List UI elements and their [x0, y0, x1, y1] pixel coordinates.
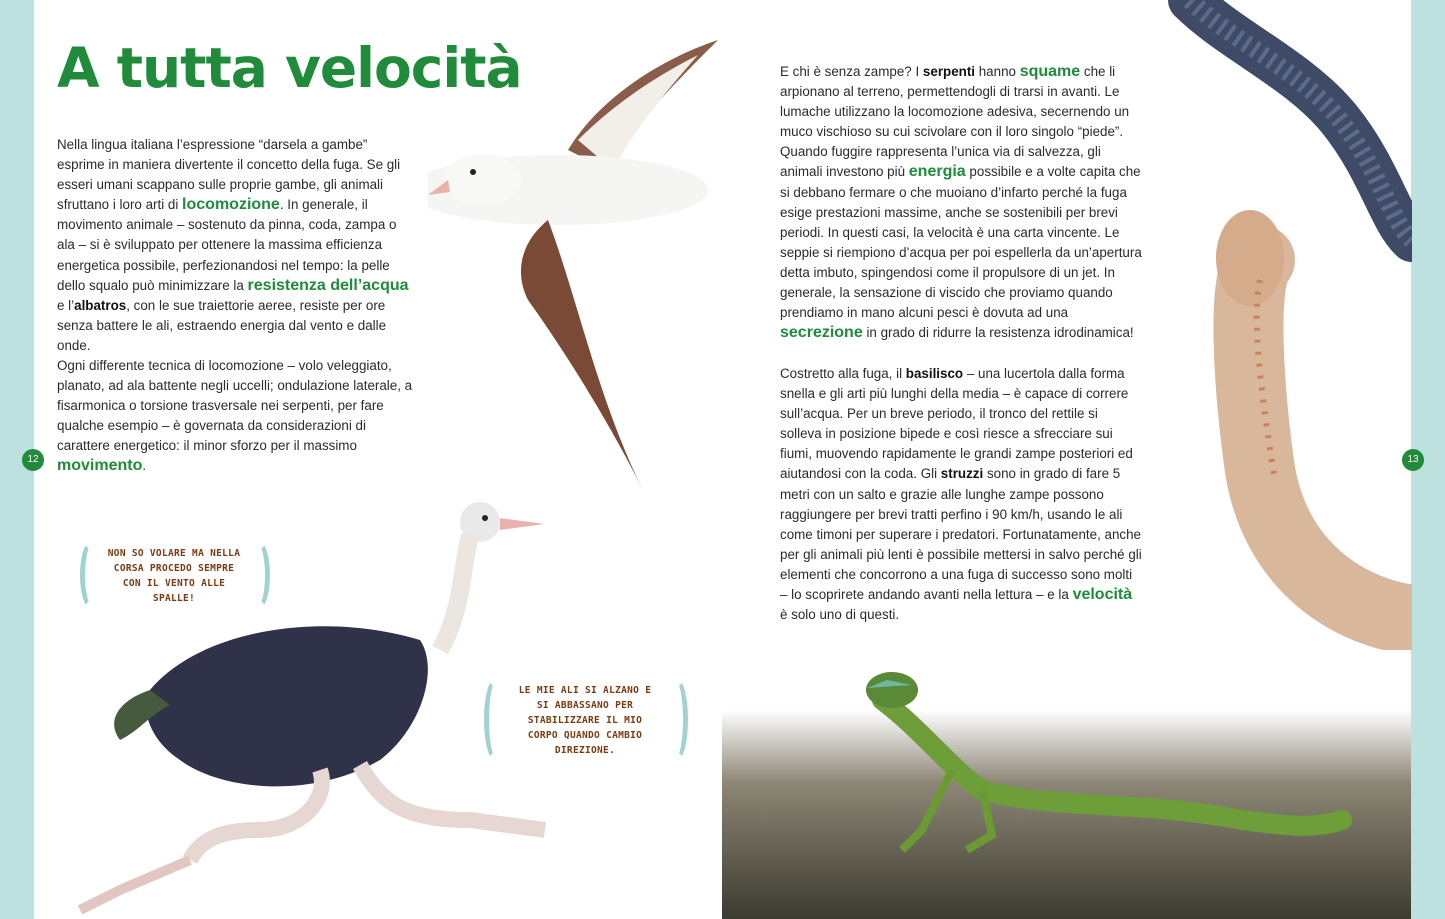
- page-number-right: 13: [1402, 449, 1424, 471]
- bubble-bracket-left: [484, 677, 508, 762]
- keyword-resistenza-acqua: resistenza dell’acqua: [247, 276, 409, 294]
- term-albatros: albatros: [74, 297, 127, 313]
- keyword-energia: energia: [908, 163, 966, 181]
- term-struzzi: struzzi: [940, 466, 984, 482]
- left-paragraph-1: Nella lingua italiana l’espressione “darsela a gambe” esprime in maniera divertente il concetto della fuga. Se gli esseri umani scappano sulle proprie gambe, gli animali sfruttano i loro arti di locomozione. In generale, il movimento animale – sostenuto da pinna, coda, zampa o ala – si è sviluppato per ottenere la massima efficienza energetica possibile, perfezionandosi nel tempo: la pelle dello squalo può minimizzare la resistenza dell’acqua e l’albatros, con le sue traiettorie aeree, resiste per ore senza battere le ali, estraendo energia dal vento e dalle onde.: [57, 137, 409, 353]
- right-paragraph-1: E chi è senza zampe? I serpenti hanno squame che li arpionano al terreno, permettendogli di trarsi in avanti. Le lumache utilizzano la locomozione adesiva, secernendo un muco vischioso su cui scivolare con il loro singolo “piede”. Quando fuggire rappresenta l’unica via di salvezza, gli animali investono più energia possibile e a volte capita che si debbano fermare o che muoiano d’infarto perché la fuga esige prestazioni massime, anche se sostenibili per brevi periodi. In questi casi, la velocità è una carta vincente. Le seppie si riempiono d’acqua per poi espellerla da un’apertura detta imbuto, spingendosi come il propulsore di un jet. In generale, la sensazione di viscido che proviamo quando prendiamo in mano alcuni pesci è dovuta ad una secrezione in grado di ridurre la resistenza idrodinamica!: [780, 63, 1142, 342]
- ostrich-wings-speech-bubble: LE MIE ALI SI ALZANO E SI ABBASSANO PER STABILIZZARE IL MIO CORPO QUANDO CAMBIO DIREZIONE.: [510, 683, 660, 758]
- left-paragraph-2: Ogni differente tecnica di locomozione – volo veleggiato, planato, ad ala battente negli uccelli; ondulazione laterale, a fisarmonica o torsione trasversale nei serpenti, per fare qualche esempio – è governata da considerazioni di carattere energetico: il minor sforzo per il massimo movimento.: [57, 358, 413, 475]
- basilisk-illustration: [722, 650, 1411, 919]
- term-serpenti: serpenti: [922, 64, 976, 79]
- bubble-bracket-left: [80, 540, 104, 610]
- snake-illustration: [1150, 0, 1412, 650]
- albatross-illustration: [428, 40, 728, 500]
- keyword-movimento: movimento: [57, 457, 143, 475]
- page-number-left: 12: [22, 449, 44, 471]
- keyword-secrezione: secrezione: [780, 324, 863, 342]
- ostrich-speech-bubble: NON SO VOLARE MA NELLA CORSA PROCEDO SEMPRE CON IL VENTO ALLE SPALLE!: [106, 546, 242, 606]
- page-title: A tutta velocità: [57, 36, 522, 100]
- keyword-locomozione: locomozione: [182, 196, 280, 214]
- term-basilisco: basilisco: [905, 366, 964, 381]
- keyword-squame: squame: [1019, 63, 1081, 80]
- bubble-bracket-right: [664, 677, 688, 762]
- keyword-velocita: velocità: [1072, 586, 1133, 604]
- right-paragraph-2: Costretto alla fuga, il basilisco – una lucertola dalla forma snella e gli arti più lunghi della media – è capace di correre sull’acqua. Per un breve periodo, il tronco del rettile si solleva in posizione bipede e così riesce a sfrecciare sui fiumi, muovendo rapidamente le grandi zampe posteriori ed aiutandosi con la coda. Gli struzzi sono in grado di fare 5 metri con un salto e grazie alle lunghe zampe possono raggiungere per brevi tratti perfino i 90 km/h, usando le ali come timoni per superare i predatori. Fortunatamente, anche per gli animali più lenti è possibile mettersi in salvo perché gli elementi che concorrono a una fuga di successo sono molti – lo scoprirete andando avanti nella lettura – e la velocità è solo uno di questi.: [780, 366, 1142, 623]
- bubble-bracket-right: [246, 540, 270, 610]
